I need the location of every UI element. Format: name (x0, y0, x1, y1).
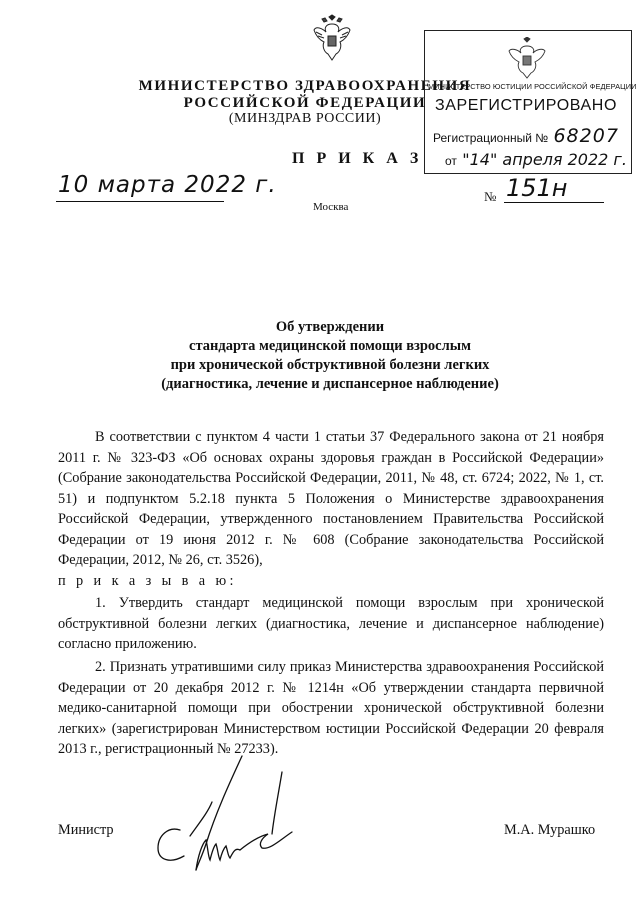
ministry-short-name: (МИНЗДРАВ РОССИИ) (228, 111, 382, 126)
order-number-value: 151н (506, 174, 568, 202)
stamp-reg-number-value: 68207 (553, 125, 619, 147)
stamp-reg-number (433, 125, 619, 147)
stamp-date-prefix: от (445, 154, 457, 168)
stamp-ministry: МИНИСТЕРСТВО ЮСТИЦИИ РОССИЙСКОЙ ФЕДЕРАЦИИ (428, 82, 637, 91)
ministry-name-line1: МИНИСТЕРСТВО ЗДРАВООХРАНЕНИЯ (138, 78, 472, 94)
title-line4: (диагностика, лечение и диспансерное наблюдение) (161, 376, 499, 392)
handwritten-signature-icon (150, 752, 310, 882)
signatory-position: Министр (58, 822, 114, 838)
document-title (130, 318, 530, 394)
preamble (58, 427, 604, 591)
title-line3: при хронической обструктивной болезни легких (170, 357, 490, 373)
city: Москва (313, 201, 349, 213)
stamp-date-value: "14" апреля 2022 г. (462, 150, 627, 169)
coat-of-arms-icon (312, 14, 352, 64)
stamp-emblem-icon (507, 37, 547, 81)
date-underline (56, 201, 224, 202)
order-date: 10 марта 2022 г. (58, 172, 277, 198)
stamp-reg-number-label: Регистрационный № (433, 131, 549, 145)
order-item-2 (58, 657, 604, 760)
number-underline (504, 202, 604, 203)
registration-stamp (424, 30, 637, 174)
order-number-label: № (484, 189, 497, 204)
order-item-1 (58, 593, 604, 655)
preamble-text: В соответствии с пунктом 4 части 1 статьи 37 Федерального закона от 21 ноября 2011 г. № 323-ФЗ «Об основах охраны здоровья граждан в Российской Федерации» (Собрание законодательства Российской Федерации, 2011, № 48, ст. 6724; 2022, № 1, ст. 51) и подпунктом 5.2.18 пункта 5 Положения о Министерстве здравоохранения Российской Федерации, утвержденного постановлением Правительства Российской Федерации от 19 июня 2012 г. № 608 (Собрание законодательства Российской Федерации, 2012, № 26, ст. 3526), (58, 429, 604, 568)
title-line2: стандарта медицинской помощи взрослым (189, 338, 471, 354)
ministry-name-line2: РОССИЙСКОЙ ФЕДЕРАЦИИ (183, 95, 427, 111)
title-line1: Об утверждении (275, 319, 385, 335)
order-word: п р и к а з ы в а ю: (58, 572, 237, 589)
stamp-date (445, 150, 627, 169)
stamp-status: ЗАРЕГИСТРИРОВАНО (435, 97, 617, 114)
order-item-1-text: 1. Утвердить стандарт медицинской помощи взрослым при хронической обструктивной болезни легких (диагностика, лечение и диспансерное наблюдение) согласно приложению. (58, 595, 604, 652)
document-type: П Р И К А З (292, 150, 423, 167)
signatory-name: М.А. Мурашко (504, 822, 596, 838)
order-item-2-text: 2. Признать утратившими силу приказ Министерства здравоохранения Российской Федерации от 20 декабря 2012 г. № 1214н «Об утверждении стандарта первичной медико-санитарной помощи при обострении хронической обструктивной болезни легких» (зарегистрирован Министерством юстиции Российской Федерации 20 февраля 2013 г., регистрационный № 27233). (58, 659, 604, 757)
